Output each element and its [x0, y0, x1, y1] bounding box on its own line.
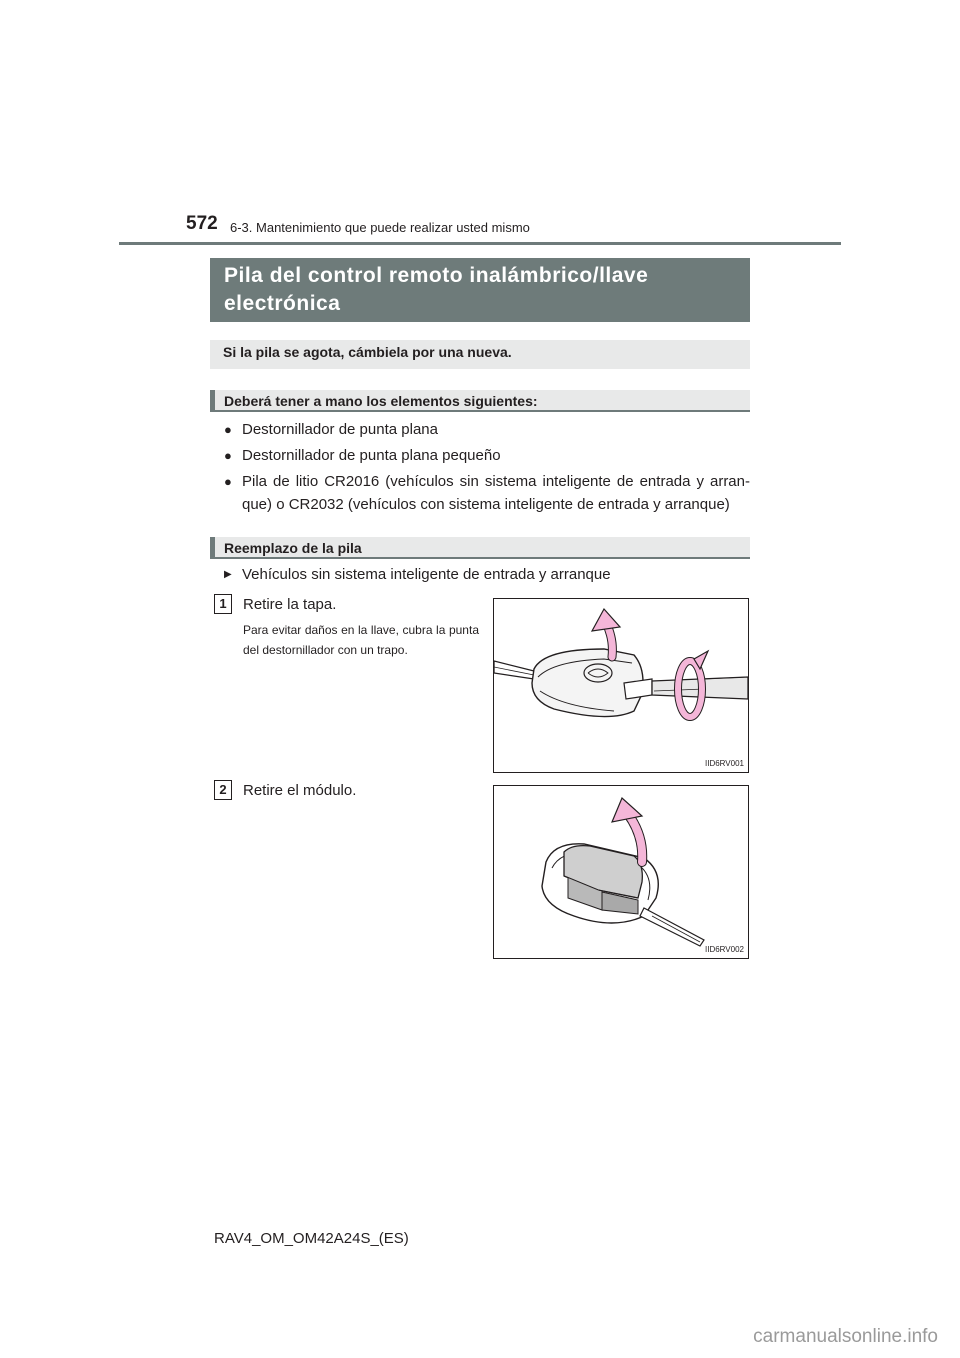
step-number-2: 2	[214, 780, 232, 800]
bullet-icon: ●	[224, 474, 232, 489]
tool-item-text: Pila de litio CR2016 (vehículos sin sistema inteligente de entrada y arran- que) o CR2032 (vehículos con sistema inteligente de entrada y arranque)	[242, 473, 750, 513]
watermark[interactable]: carmanualsonline.info	[753, 1326, 938, 1347]
replacement-heading: Reemplazo de la pila	[210, 537, 750, 559]
step-title-2: Retire el módulo.	[243, 782, 357, 799]
page-title-line-1: Pila del control remoto inalámbrico/llave	[224, 264, 649, 287]
page-title-line-2: electrónica	[224, 292, 341, 315]
tools-heading: Deberá tener a mano los elementos siguientes:	[210, 390, 750, 412]
figure-remove-cover	[493, 598, 749, 773]
variant-text: Vehículos sin sistema inteligente de entrada y arranque	[242, 566, 611, 583]
footer-code: RAV4_OM_OM42A24S_(ES)	[214, 1230, 409, 1247]
page-title	[210, 258, 750, 322]
bullet-icon: ●	[224, 448, 232, 463]
step-number-1: 1	[214, 594, 232, 614]
intro-box: Si la pila se agota, cámbiela por una nueva.	[210, 340, 750, 369]
step-note-1: Para evitar daños en la llave, cubra la punta del destornillador con un trapo.	[243, 623, 479, 657]
tool-item	[224, 444, 750, 467]
key-module-illustration	[494, 786, 748, 958]
tool-item-text: Destornillador de punta plana	[242, 421, 438, 438]
figure-code-2: IID6RV002	[705, 945, 744, 954]
key-cover-illustration	[494, 599, 748, 772]
figure-code-1: IID6RV001	[705, 759, 744, 768]
tool-item	[224, 418, 750, 441]
variant-label	[224, 566, 611, 583]
step-title-1: Retire la tapa.	[243, 596, 337, 613]
section-path: 6-3. Mantenimiento que puede realizar usted mismo	[230, 220, 530, 235]
bullet-icon: ●	[224, 422, 232, 437]
tool-item	[224, 470, 750, 516]
triangle-right-icon: ▶	[224, 569, 232, 580]
figure-remove-module	[493, 785, 749, 959]
header-rule	[119, 242, 841, 245]
tool-item-text: Destornillador de punta plana pequeño	[242, 447, 501, 464]
page-number: 572	[186, 213, 218, 234]
